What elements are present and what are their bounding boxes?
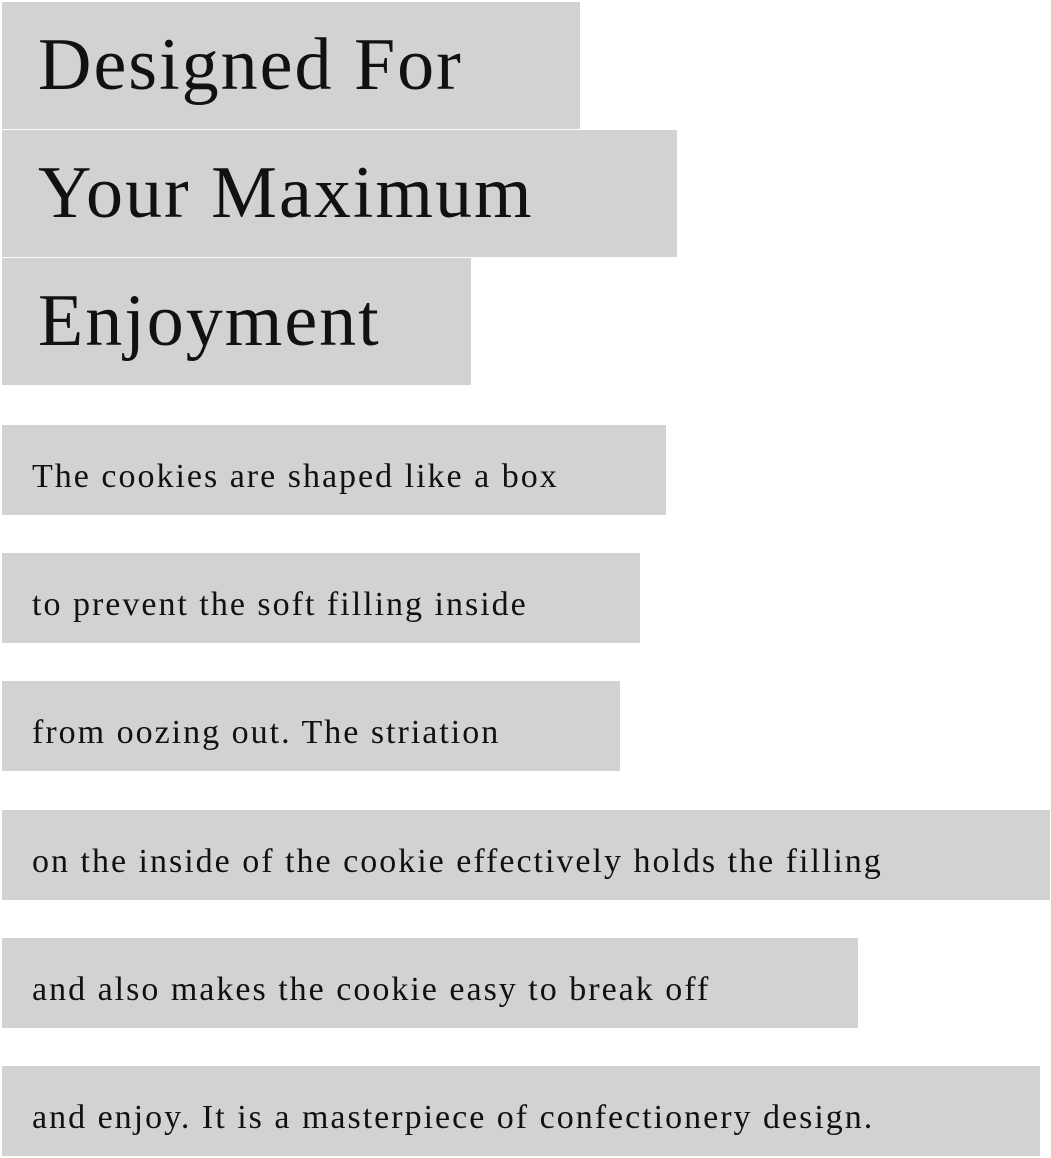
body-line-4: on the inside of the cookie effectively holds the filling [2,810,1050,900]
heading-line-2: Your Maximum [2,130,677,257]
heading-line-1: Designed For [2,2,580,129]
body-line-1: The cookies are shaped like a box [2,425,666,515]
body-line-3: from oozing out. The striation [2,681,620,771]
body-line-6: and enjoy. It is a masterpiece of confectionery design. [2,1066,1040,1156]
body-line-5: and also makes the cookie easy to break off [2,938,858,1028]
body-line-2: to prevent the soft filling inside [2,553,640,643]
heading-line-3: Enjoyment [2,258,471,385]
